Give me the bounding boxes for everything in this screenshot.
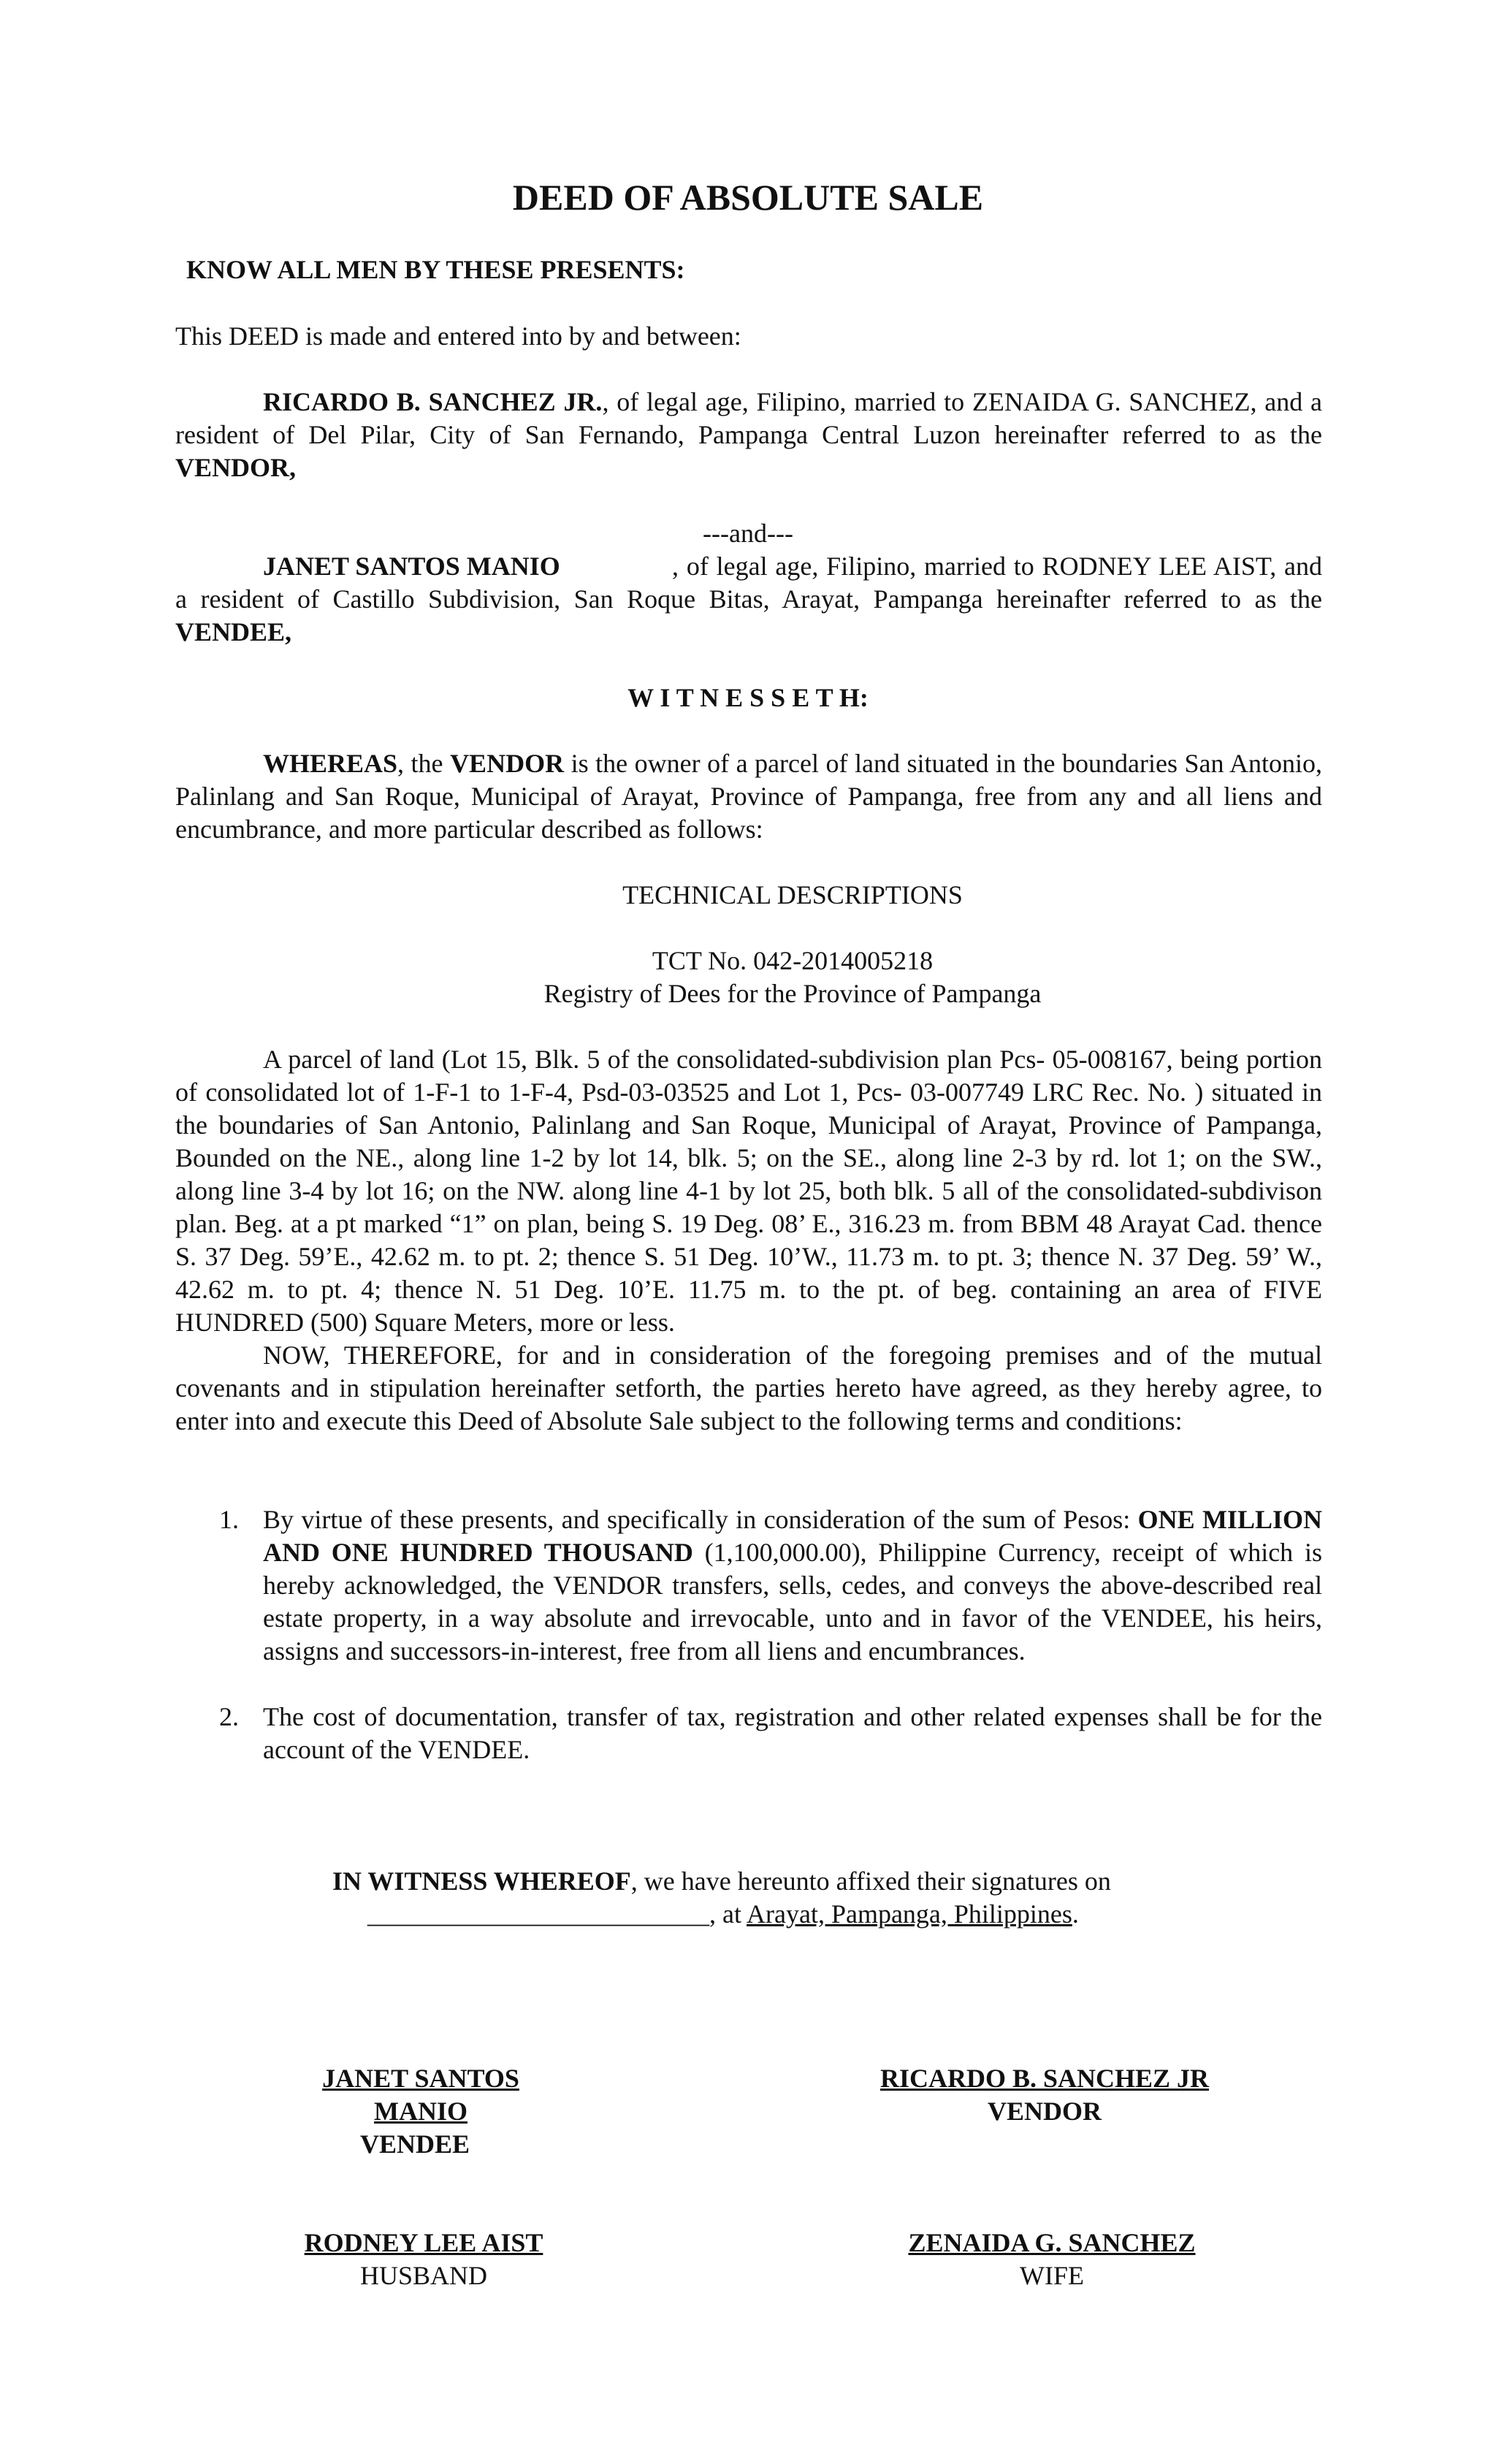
vendor-signature-block (840, 2062, 1249, 2128)
wife-signatory-role: WIFE (1020, 2261, 1084, 2290)
vendor-party-paragraph (175, 386, 1322, 484)
wife-signatory-name: ZENAIDA G. SANCHEZ (908, 2228, 1196, 2257)
document-title: DEED OF ABSOLUTE SALE (512, 177, 984, 218)
whereas-mid: , the (397, 749, 451, 778)
vendor-party-text: , of legal age, Filipino, married to ZENAIDA G. SANCHEZ, and a resident of Del Pilar, City of San Fernando, Pampanga Central Luzon hereinafter referred to as the (175, 387, 1322, 449)
whereas-rest: is the owner of a parcel of land situated in the boundaries San Antonio, Palinlang and San Roque, Municipal of Arayat, Province of Pampanga, free from any and all liens and encumbrance, and more particular described as follows: (175, 749, 1323, 844)
husband-signature-block (270, 2227, 577, 2292)
intro-line: This DEED is made and entered into by and between: (175, 321, 741, 351)
term-text-pre: The cost of documentation, transfer of tax, registration and other related expenses shall be for the account of the VENDEE. (263, 1702, 1322, 1764)
parcel-description: A parcel of land (Lot 15, Blk. 5 of the consolidated-subdivision plan Pcs- 05-008167, being portion of consolidated lot of 1-F-1 to 1-F-4, Psd-03-03525 and Lot 1, Pcs- 03-007749 LRC Rec. No. ) situated in the boundaries of San Antonio, Palinlang and San Roque, Municipal of Arayat, Province of Pampanga, Bounded on the NE., along line 1-2 by lot 14, blk. 5; on the SE., along line 2-3 by rd. lot 1; on the SW., along line 3-4 by lot 16; on the NW. along line 4-1 by lot 25, both blk. 5 all of the consolidated-subdivison plan. Beg. at a pt marked “1” on plan, being S. 19 Deg. 08’ E., 316.23 m. from BBM 48 Arayat Cad. thence S. 37 Deg. 59’E., 42.62 m. to pt. 2; thence S. 51 Deg. 10’W., 11.73 m. to pt. 3; thence N. 37 Deg. 59’ W., 42.62 m. to pt. 4; thence N. 51 Deg. 10’E. 11.75 m. to the pt. of beg. containing an area of FIVE HUNDRED (500) Square Meters, more or less. (175, 1045, 1322, 1337)
vendee-signatory-role: VENDEE (360, 2129, 470, 2159)
vendee-party-text: , of legal age, Filipino, married to RODNEY LEE AIST, and a resident of Castillo Subdivision, San Roque Bitas, Arayat, Pampanga hereinafter referred to as the (175, 552, 1322, 614)
vendor-signatory-name: RICARDO B. SANCHEZ JR (879, 2064, 1210, 2093)
vendee-party-role: VENDEE, (175, 617, 292, 646)
vendor-party-role: VENDOR, (175, 453, 297, 482)
term-text-pre: By virtue of these presents, and specifically in consideration of the sum of Pesos: (263, 1505, 1138, 1534)
vendee-party-name: JANET SANTOS MANIO (263, 552, 560, 581)
tct-number: TCT No. 042-2014005218 (652, 946, 934, 975)
intro-heading: KNOW ALL MEN BY THESE PRESENTS: (186, 255, 685, 284)
witness-whereof-lead: IN WITNESS WHEREOF (332, 1866, 631, 1896)
husband-signatory-name: RODNEY LEE AIST (304, 2228, 543, 2257)
husband-signatory-role: HUSBAND (359, 2261, 488, 2290)
whereas-lead: WHEREAS (263, 749, 398, 778)
and-separator: ---and--- (703, 519, 793, 548)
term-text-bold: ONE MILLION AND ONE HUNDRED THOUSAND (263, 1505, 1322, 1567)
witness-whereof-line2 (367, 1898, 1079, 1931)
whereas-vendor: VENDOR (450, 749, 565, 778)
vendor-signatory-role: VENDOR (987, 2097, 1102, 2126)
term-item-1 (219, 1503, 1323, 1668)
term-text-post: (1,100,000.00), Philippine Currency, receipt of which is hereby acknowledged, the VENDOR transfers, sells, cedes, and conveys the above-described real estate property, in a way absolute and irrevocable, unto and in favor of the VENDEE, his heirs, assigns and successors-in-interest, free from all liens and encumbrances. (263, 1538, 1323, 1666)
vendee-signatory-name: JANET SANTOS MANIO (322, 2064, 519, 2126)
whereas-paragraph (175, 747, 1322, 846)
now-therefore-paragraph: NOW, THEREFORE, for and in consideration of the foregoing premises and of the mutual covenants and in stipulation hereinafter setforth, the parties hereto have agreed, as they hereby agree, to enter into and execute this Deed of Absolute Sale subject to the following terms and conditions: (175, 1340, 1322, 1435)
signature-date-blank: __________________________ (367, 1899, 709, 1929)
witness-whereof-rest: , we have hereunto affixed their signatures on (630, 1866, 1111, 1896)
registry-line: Registry of Dees for the Province of Pampanga (543, 979, 1042, 1008)
witness-end: . (1072, 1899, 1079, 1929)
witness-at: , at (709, 1899, 747, 1929)
term-number: 2. (219, 1702, 239, 1731)
wife-signature-block (898, 2227, 1205, 2292)
technical-descriptions-heading: TECHNICAL DESCRIPTIONS (622, 880, 963, 909)
vendor-party-name: RICARDO B. SANCHEZ JR. (263, 387, 603, 416)
vendee-party-paragraph (175, 550, 1322, 649)
vendee-signature-block (275, 2062, 567, 2161)
witness-place: Arayat, Pampanga, Philippines (747, 1899, 1072, 1929)
term-number: 1. (219, 1505, 239, 1534)
witnesseth-heading: W I T N E S S E T H: (627, 683, 869, 712)
witness-whereof-line1 (332, 1865, 1111, 1898)
term-item-2 (219, 1701, 1322, 1766)
